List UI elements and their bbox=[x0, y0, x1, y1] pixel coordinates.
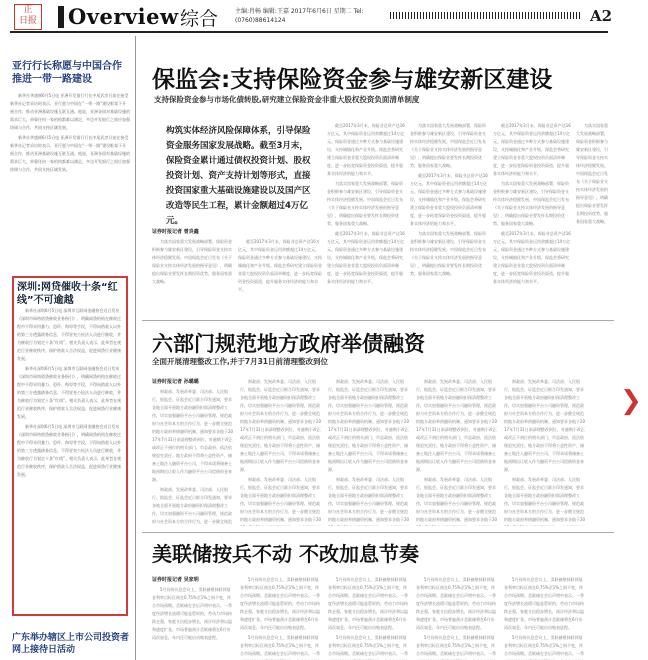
left-bottom-title[interactable]: 广东举办辖区上市公司投资者网上接待日活动 bbox=[12, 633, 130, 655]
headline-3[interactable]: 美联储按兵不动 不改加息节奏 bbox=[152, 542, 419, 566]
story1-text: 为落实国家重大发展战略部署，保险资金积极参与雄安新区建设，引导保险资金支持实体经济稳健发展。中国保监会近日发布《关于保险业支持实体经济发展的指导意见》，明确提出保险业要发挥长期投资优势，服务国家重大战略。 bbox=[327, 181, 403, 226]
column-divider bbox=[135, 36, 136, 660]
section-divider bbox=[142, 320, 614, 321]
story1-text: 截至2017年3月末，保险业总资产达16万亿元，其中保险资金运用余额超过14万亿元。保险资金通过多种方式参与基础设施建设，支持城镇化和产业升级。保监会将研究建立保险资金非重大股权投资负面清单制度，进一步拓宽保险资金投资渠道，提升服务实体经济的能力和水平。 bbox=[493, 231, 571, 284]
story3-byline: 证券时报记者 吴家明 bbox=[152, 577, 199, 583]
story2-text: 财政部、发展改革委、司法部、人民银行、银监会、证监会近日联合印发通知，要求各地全面开展地方政府融资担保清理整改工作，切实加强融资平台公司融资管理，规范政府与社会资本方的合作行为，进一步健全规范的地方政府举债融资机制。通知要求各地于20 bbox=[416, 477, 498, 522]
story3-text: 5月份的议息会议上，美联储维持联邦基金利率目标区间在0.75%至1%之间不变，符合市场预期。美联储在会后声明中表示，一季 bbox=[416, 635, 496, 656]
story2-text: 财政部、发展改革委、司法部、人民银行、银监会、证监会近日联合印发通知，要求各地全面开展地方政府融资担保清理整改工作，切实加强融资平台公司融资管理，规范政府与社会资本方的合作行为，进一步健全规范的地方政府举债融资机制。通知要求各地于2017年7月31日前清理整改到位，对逾期不改正或改正不到位的相关部门、市县政府，依法依规追究责任。地方政府不得将公益性资产、储备土地注入融资平台公司，不得承诺将储备土地预期出让收入作为融资平台公司偿债资金来源。 bbox=[152, 389, 234, 482]
story3-text: 5月份的议息会议上，美联储维持联邦基金利率目标区间在0.75%至1%之间不变，符合市场预期。美联储在会后声明中表示，一季度经济增长放缓可能是暂时的，劳动力市场持续走强，家庭支出稳步增长，预计经济将以温和速度扩张。市场普遍预计美联储将在6月份再次加息，年内还可能启动缩表进程。 bbox=[152, 587, 232, 640]
subheadline-1: 支持保险资金参与市场化债转股,研究建立保险资金非重大股权投资负面清单制度 bbox=[154, 95, 420, 104]
page-header bbox=[0, 0, 620, 32]
story2-col-2 bbox=[240, 378, 322, 526]
section-divider bbox=[142, 532, 614, 533]
left-story-body-2: 新华社华盛顿6月5日电 亚洲开发银行行长中尾武彦日前在接受新华社记者采访时表示，亚行愿与中国在“一带一路”建设框架下开展合作，推动亚洲基础设施互联互通。他说，亚洲各国对基础设施的需求巨大，单靠任何一家机构都难以满足，多边开发银行之间应加强协调与合作，共同支持区域发展。 bbox=[10, 135, 130, 172]
headline-1[interactable]: 保监会:支持保险资金参与雄安新区建设 bbox=[152, 67, 553, 93]
story3-col-2 bbox=[240, 576, 322, 660]
story3-col-5 bbox=[504, 576, 586, 660]
story3-text: 5月份的议息会议上，美联储维持联邦基金利率目标区间在0.75%至1%之间不变，符合市场预期。美联储在会后声明中表示，一季 bbox=[240, 635, 320, 656]
highlight-box-body-3: 新华社深圳6月5日电 深圳市互联网金融协会近日发布《深圳市网络借贷催收业务指引》，明确网贷机构在催收过程中不得采用暴力、恐吓、侮辱等手段，不得向借款人以外的第三方透露债务信息，不得冒充公检法人员进行催收，并为催收行为划定十条“红线”。相关负责人表示，此举旨在规范行业催收秩序，保护借款人合法权益，促进网贷行业健康发展。 bbox=[17, 424, 122, 477]
story1-col-1a bbox=[152, 238, 232, 314]
story3-text: 5月份的议息会议上，美联储维持联邦基金利率目标区间在0.75%至1%之间不变，符合市场预期。美联储在会后声明中表示，一季度经济增长放缓可能是暂时的，劳动力市场持续走强，家庭支出稳步增长，预计经济将以温和速度扩张。市场普遍预计美联储将在6月份再次加息，年内还可能启动缩表进程。 bbox=[328, 577, 408, 630]
section-title-en: Overview bbox=[68, 4, 179, 29]
highlight-box-body-2: 新华社深圳6月5日电 深圳市互联网金融协会近日发布《深圳市网络借贷催收业务指引》，明确网贷机构在催收过程中不得采用暴力、恐吓、侮辱等手段，不得向借款人以外的第三方透露债务信息，不得冒充公检法人员进行催收，并为催收行为划定十条“红线”。相关负责人表示，此举旨在规范行业催收秩序，保护借款人合法权益，促进网贷行业健康发展。 bbox=[17, 366, 122, 419]
subheadline-2: 全面开展清理整改工作,并于7月31日前清理整改到位 bbox=[152, 357, 329, 366]
story1-col-4 bbox=[493, 122, 571, 312]
story3-text: 5月份的议息会议上，美联储维持联邦基金利率目标区间在0.75%至1%之间不变，符合市场预期。美联储在会后声明中表示，一季度经济增长放缓可能是暂时的，劳动力市场持续走强，家庭支出稳步增长，预计经济将以温和速度扩张。市场普遍预计美联储将在6月份再次加息，年内还可能启动缩表进程。 bbox=[416, 577, 496, 630]
story2-text: 财政部、发展改革委、司法部、人民银行、银监会、证监会近日联合印发通知，要求各地全面开展地方政府融资担保清理整改工作，切实加强融资平台公司融资管理，规范政府与社会资本方的合作行为，进一步健全规范的地方政府举债融资机制。通知要求各地于2017年7月31日前清理整改到位，对逾期不改正或改正不到位的相关部门、市县政府，依法依规追究责任。地方政府不得将公益性资产、储备土地注入融资平台公司，不得承诺将储备土地预期出让收入作为融资平台公司偿债资金来源。 bbox=[240, 379, 322, 472]
story1-text: 为落实国家重大发展战略部署，保险资金积极参与雄安新区建设，引导保险资金支持实体经济稳健发展。中国保监会近日发布《关于保险业支持实体经济发展的指导意见》，明确提出保险业要发挥长期投资优势，服务国家重大战略。 bbox=[410, 231, 486, 276]
highlight-box-title: 深圳:网贷催收十条“红线”不可逾越 bbox=[17, 282, 118, 306]
highlight-box-body: 新华社深圳6月5日电 深圳市互联网金融协会近日发布《深圳市网络借贷催收业务指引》，明确网贷机构在催收过程中不得采用暴力、恐吓、侮辱等手段，不得向借款人以外的第三方透露债务信息，不得冒充公检法人员进行催收，并为催收行为划定十条“红线”。相关负责人表示，此举旨在规范行业催收秩序，保护借款人合法权益，促进网贷行业健康发展。 bbox=[17, 308, 122, 361]
story2-text: 财政部、发展改革委、司法部、人民银行、银监会、证监会近日联合印发通知，要求各地全面开展地方政府融资担保清理整改工作，切实加强融资平台公司融资管理，规范政府与社会资本方的合作行为，进一步健全规范的地方政府举债融资机制。通知要求各地于20 bbox=[504, 477, 586, 522]
story1-text: 为落实国家重大发展战略部署，保险资金积极参与雄安新区建设，引导保险资金支持实体经济稳健发展。中国保监会近日发布《关于保险业支持实体经济发展的指导意见》，明确提出保险业要发挥长期投资优势，服务国家重大战略。 bbox=[493, 181, 569, 226]
story1-text: 为落实国家重大发展战略部署，保险资金积极参与雄安新区建设，引导保险资金支持实体经济稳健发展。中国保监会近日发布《关于保险业支持实体经济发展的指导意见》，明确提出保险业要发挥长期投资优势，服务国家重大战略。 bbox=[152, 239, 232, 284]
header-accent-bar bbox=[58, 6, 64, 28]
section-title-cn: 综合 bbox=[180, 8, 219, 30]
story2-text: 财政部、发展改革委、司法部、人民银行、银监会、证监会近日联合印发通知，要求各地全面开展地方政府融资担保清理整改工作，切实加强融资平台公司融资管理，规范政府与社会资本方的合作行为，进一步健全规范的地方政府举债融资机制。通知要求各地于2017年7月31日前清理整改到位，对逾期不改正或改正不到位的相关部门、市县政府，依法依规追究责任。地方政府不得将公益性资产、储备土地注入融资平台公司，不得承诺将储备土地预期出让收入作为融资平台公司偿债资金来源。 bbox=[416, 379, 498, 472]
story3-col-4 bbox=[416, 576, 498, 660]
story1-text: 为落实国家重大发展战略部署，保险资金积极参与雄安新区建设，引导保险资金支持实体经济稳健发展。中国保监会近日发布《关于保险业支持实体经济发展的指导意见》，明确提出保险业要发挥长期投资优势，服务国家重大战略。 bbox=[576, 123, 608, 224]
header-divider bbox=[10, 31, 608, 33]
story3-text: 5月份的议息会议上，美联储维持联邦基金利率目标区间在0.75%至1%之间不变，符合市场预期。美联储在会后声明中表示，一季度经济增长放缓可能是暂时的，劳动力市场持续走强，家庭支出稳步增长，预计经济将以温和速度扩张。市场普遍预计美联储将在6月份再次加息，年内还可能启动缩表进程。 bbox=[240, 577, 320, 630]
highlight-box[interactable] bbox=[12, 276, 128, 616]
next-page-chevron-icon[interactable]: ❯ bbox=[620, 386, 642, 416]
story1-text: 为落实国家重大发展战略部署，保险资金积极参与雄安新区建设，引导保险资金支持实体经济稳健发展。中国保监会近日发布《关于保险业支持实体经济发展的指导意见》，明确提出保险业要发挥长期投资优势，服务国家重大战略。 bbox=[410, 123, 486, 168]
story2-text: 财政部、发展改革委、司法部、人民银行、银监会、证监会近日联合印发通知，要求各地全面开展地方政府融资担保清理整改工作，切实加强融资平台公司融资管理，规范政府与社会资本方的合作行为，进一步健全规范 bbox=[152, 487, 232, 524]
story2-text: 财政部、发展改革委、司法部、人民银行、银监会、证监会近日联合印发通知，要求各地全面开展地方政府融资担保清理整改工作，切实加强融资平台公司融资管理，规范政府与社会资本方的合作行为，进一步健全规范的地方政府举债融资机制。通知要求各地于2017年7月31日前清理整改到位，对逾期不改正或改正不到位的相关部门、市县政府，依法依规追究责任。地方政府不得将公益性资产、储备土地注入融资平台公司，不得承诺将储备土地预期出让收入作为融资平台公司偿债资金来源。 bbox=[328, 379, 410, 472]
lead-paragraph: 构筑实体经济风险保障体系，引导保险资金服务国家发展战略。截至3月末，保险资金累计通过债权投资计划、股权投资计划、资产支持计划等形式，直接投资国家重大基础设施建设以及国产区改造等民生工程，累计金额超过4万亿元。 bbox=[166, 126, 311, 226]
story2-col-4 bbox=[416, 378, 498, 526]
headline-2[interactable]: 六部门规范地方政府举债融资 bbox=[152, 332, 425, 356]
story1-text: 截至2017年3月末，保险业总资产达16万亿元，其中保险资金运用余额超过14万亿元。保险资金通过多种方式参与基础设施建设，支持城镇化和产业升级。保监会将研究建立保险资金非重大股权投资负面清单制度，进一步拓宽保险资金投资渠道，提升服务实体经济的能力和水平。 bbox=[238, 239, 322, 292]
left-column bbox=[10, 36, 130, 660]
story1-byline: 证券时报记者 曾炎鑫 bbox=[152, 229, 199, 235]
story3-text: 5月份的议息会议上，美联储维持联邦基金利率目标区间在0.75%至1%之间不变，符合市场预期。美联储在会后声明中表示，一季 bbox=[504, 635, 584, 656]
story1-col-2 bbox=[327, 122, 405, 312]
story1-col-3 bbox=[410, 122, 488, 312]
story1-text: 截至2017年3月末，保险业总资产达16万亿元，其中保险资金运用余额超过14万亿元。保险资金通过多种方式参与基础设施建设，支持城镇化和产业升级。保监会将研究建立保险资金非重大股权投资负面清单制度，进一步拓宽保险资金投资渠道，提升服务实体经济的能力和水平。 bbox=[493, 123, 571, 176]
story2-col-5 bbox=[504, 378, 586, 526]
story1-text: 截至2017年3月末，保险业总资产达16万亿元，其中保险资金运用余额超过14万亿元。保险资金通过多种方式参与基础设施建设，支持城镇化和产业升级。保监会将研究建立保险资金非重大股权投资负面清单制度，进一步拓宽保险资金投资渠道，提升服务实体经济的能力和水平。 bbox=[327, 123, 405, 176]
story1-text: 截至2017年3月末，保险业总资产达16万亿元，其中保险资金运用余额超过14万亿元。保险资金通过多种方式参与基础设施建设，支持城镇化和产业升级。保监会将研究建立保险资金非重大股权投资负面清单制度，进一步拓宽保险资金投资渠道，提升服务实体经济的能力和水平。 bbox=[327, 231, 405, 284]
story1-col-1b bbox=[238, 238, 322, 314]
left-story-title[interactable]: 亚行行长称愿与中国合作推进一带一路建设 bbox=[12, 61, 122, 85]
story3-col-3 bbox=[328, 576, 410, 660]
header-meta: 主编:肖畅 编辑:王嘉 2017年6月6日 星期二 Tel:(0760)88614124 bbox=[235, 8, 364, 24]
story1-text: 截至2017年3月末，保险业总资产达16万亿元，其中保险资金运用余额超过14万亿元。保险资金通过多种方式参与基础设施建设，支持城镇化和产业升级。保监会将研究建立保险资金非重大股权投资负面清单制度，进一步拓宽保险资金投资渠道，提升服务实体经济的能力和水平。 bbox=[410, 173, 488, 226]
newspaper-logo: 正 日报 bbox=[14, 4, 42, 30]
header-barcode-strip bbox=[390, 12, 580, 19]
story2-col-3 bbox=[328, 378, 410, 526]
page-number: A2 bbox=[590, 7, 613, 25]
story2-text: 财政部、发展改革委、司法部、人民银行、银监会、证监会近日联合印发通知，要求各地全面开展地方政府融资担保清理整改工作，切实加强融资平台公司融资管理，规范政府与社会资本方的合作行为，进一步健全规范的地方政府举债融资机制。通知要求各地于20 bbox=[240, 477, 322, 522]
story2-byline: 证券时报记者 孙璐璐 bbox=[152, 379, 199, 385]
story3-text: 5月份的议息会议上，美联储维持联邦基金利率目标区间在0.75%至1%之间不变，符合市场预期。美联储在会后声明中表示，一季度经济增长放缓可能是暂时的，劳动力市场持续走强，家庭支出稳步增长，预计经济将以温和速度扩张。市场普遍预计美联储将在6月份再次加息，年内还可能启动缩表进程。 bbox=[504, 577, 584, 630]
story2-text: 财政部、发展改革委、司法部、人民银行、银监会、证监会近日联合印发通知，要求各地全面开展地方政府融资担保清理整改工作，切实加强融资平台公司融资管理，规范政府与社会资本方的合作行为，进一步健全规范的地方政府举债融资机制。通知要求各地于20 bbox=[328, 477, 410, 522]
left-story-body: 新华社华盛顿6月5日电 亚洲开发银行行长中尾武彦日前在接受新华社记者采访时表示，亚行愿与中国在“一带一路”建设框架下开展合作，推动亚洲基础设施互联互通。他说，亚洲各国对基础设施的需求巨大，单靠任何一家机构都难以满足，多边开发银行之间应加强协调与合作，共同支持区域发展。 bbox=[10, 93, 130, 130]
story1-col-5 bbox=[576, 122, 610, 312]
story3-col-1 bbox=[152, 586, 234, 660]
story2-text: 财政部、发展改革委、司法部、人民银行、银监会、证监会近日联合印发通知，要求各地全面开展地方政府融资担保清理整改工作，切实加强融资平台公司融资管理，规范政府与社会资本方的合作行为，进一步健全规范的地方政府举债融资机制。通知要求各地于2017年7月31日前清理整改到位，对逾期不改正或改正不到位的相关部门、市县政府，依法依规追究责任。地方政府不得将公益性资产、储备土地注入融资平台公司，不得承诺将储备土地预期出让收入作为融资平台公司偿债资金来源。 bbox=[504, 379, 586, 472]
story3-text: 5月份的议息会议上，美联储维持联邦基金利率目标区间在0.75%至1%之间不变，符合市场预期。美联储在会后声明中表示，一季 bbox=[328, 635, 408, 656]
story2-col-1 bbox=[152, 388, 234, 526]
